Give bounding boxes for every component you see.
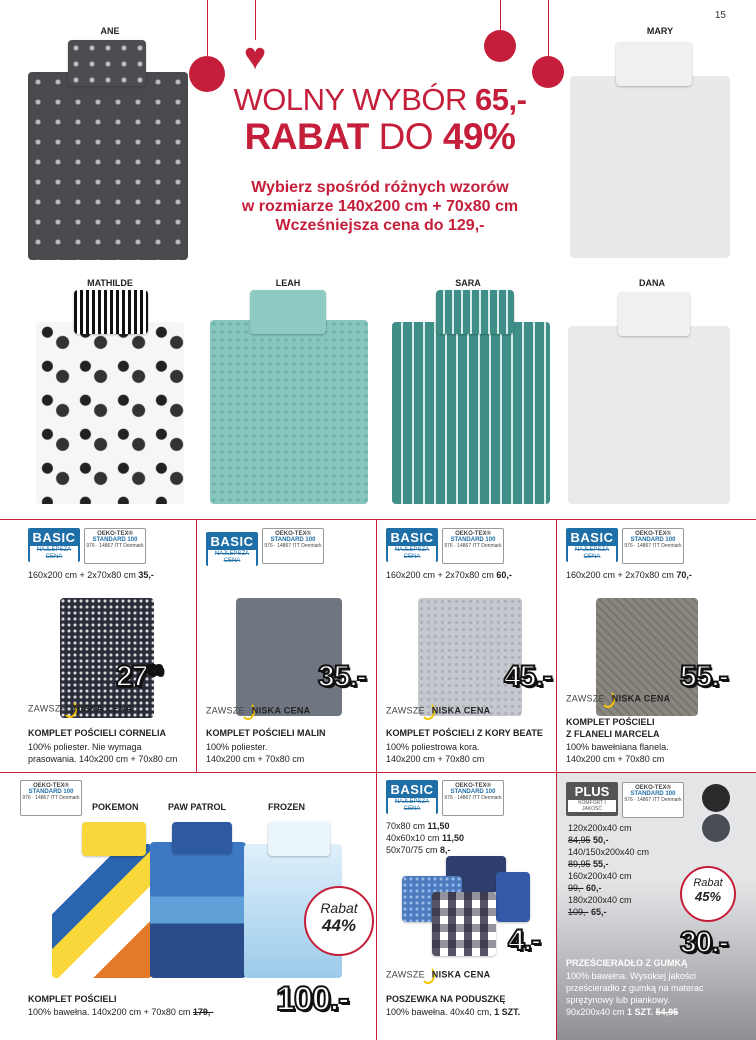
price-malin: 35.-: [318, 660, 366, 693]
zawsze-niska-cena: ZAWSZE NISKA CENA: [28, 700, 132, 718]
oeko-tex-label: OEKO-TEX® STANDARD 100 976 · 14867 ITT Denmark: [622, 528, 684, 564]
basic-badge: BASIC NAJLEPSZA CENA: [28, 528, 80, 562]
malin-image: [236, 598, 342, 716]
product-name-mathilde: MATHILDE: [87, 278, 133, 288]
discount-badge: Rabat 44%: [304, 886, 374, 956]
product-desc: 100% poliester. Nie wymaga prasowania. 140x200 cm + 70x80 cm: [28, 742, 178, 764]
kids-name-frozen: FROZEN: [268, 802, 305, 812]
page-number: 15: [714, 10, 726, 21]
beate-image: [418, 598, 522, 716]
product-desc: 100% bawełniana flanela. 140x200 cm + 70x80 cm: [566, 742, 669, 764]
oeko-tex-label: OEKO-TEX® STANDARD 100 976 · 14867 ITT Denmark: [262, 528, 324, 564]
product-desc: 100% bawełna. 140x200 cm + 70x80 cm 179,-: [28, 1007, 214, 1017]
basic-badge: BASIC NAJLEPSZA CENA: [566, 528, 618, 562]
kids-name-pokemon: POKEMON: [92, 802, 139, 812]
color-swatch-black[interactable]: [702, 784, 730, 812]
product-name-mary: MARY: [646, 26, 674, 36]
product-desc: 100% poliester. 140x200 cm + 70x80 cm: [206, 742, 305, 764]
price-marcela: 55.-: [680, 660, 728, 693]
discount-badge: Rabat 45%: [680, 866, 736, 922]
price-kids: 100.-: [276, 980, 349, 1018]
product-name-dana: DANA: [639, 278, 665, 288]
oeko-tex-label: OEKO-TEX® STANDARD 100 976 · 14867 ITT Denmark: [442, 528, 504, 564]
price-pillowcase: 4.-: [508, 924, 541, 957]
price-fitted-sheet: 30.-: [680, 926, 728, 959]
size-list: 70x80 cm 11,50 40x60x10 cm 11,50 50x70/75 cm 8,-: [386, 821, 465, 855]
basic-badge: BASIC NAJLEPSZA CENA: [386, 528, 438, 562]
zawsze-niska-cena: ZAWSZE NISKA CENA: [386, 702, 490, 720]
oeko-tex-label: OEKO-TEX® STANDARD 100 976 · 14867 ITT Denmark: [20, 780, 82, 816]
plus-badge: PLUS KOMFORT I JAKOŚĆ: [566, 782, 618, 816]
oeko-tex-label: OEKO-TEX® STANDARD 100 976 · 14867 ITT Denmark: [622, 782, 684, 818]
size-option: 160x200 cm + 2x70x80 cm 35,-: [28, 570, 154, 580]
product-title: KOMPLET POŚCIELI Z FLANELI MARCELA: [566, 717, 660, 739]
product-title: POSZEWKA NA PODUSZKĘ: [386, 994, 506, 1004]
hero-line-1: WOLNY WYBÓR 65,-: [233, 82, 527, 117]
size-option: 160x200 cm + 2x70x80 cm 60,-: [386, 570, 512, 580]
product-title: KOMPLET POŚCIELI: [28, 994, 117, 1004]
zawsze-niska-cena: ZAWSZE NISKA CENA: [206, 702, 310, 720]
paw-patrol-image: [150, 842, 246, 978]
product-name-ane: ANE: [100, 26, 120, 36]
color-swatch-gray[interactable]: [702, 814, 730, 842]
product-title: PRZEŚCIERADŁO Z GUMKĄ: [566, 958, 688, 968]
product-title: KOMPLET POŚCIELI MALIN: [206, 728, 326, 738]
product-name-sara: SARA: [455, 278, 481, 288]
product-name-leah: LEAH: [275, 278, 301, 288]
price-cornelia: $27^{50}$: [116, 660, 163, 693]
product-desc: 100% bawełna. 40x40 cm, 1 SZT.: [386, 1007, 521, 1017]
oeko-tex-label: OEKO-TEX® STANDARD 100 976 · 14867 ITT Denmark: [84, 528, 146, 564]
zawsze-niska-cena: ZAWSZE NISKA CENA: [386, 966, 490, 984]
basic-badge: BASIC NAJLEPSZA CENA: [206, 532, 258, 566]
hero-line-2: RABAT DO 49%: [244, 116, 516, 157]
pokemon-image: [52, 844, 152, 978]
oeko-tex-label: OEKO-TEX® STANDARD 100 976 · 14867 ITT Denmark: [442, 780, 504, 816]
product-desc: 100% bawełna. Wysokiej jakości prześcieradło z gumką na materac sprężynowy lub piankowy. 90x200x40 cm 1 SZT. 54,95: [566, 971, 704, 1017]
basic-badge: BASIC NAJLEPSZA CENA: [386, 780, 438, 814]
product-desc: 100% poliestrowa kora. 140x200 cm + 70x80 cm: [386, 742, 485, 764]
product-title: KOMPLET POŚCIELI Z KORY BEATE: [386, 728, 543, 738]
size-option: 160x200 cm + 2x70x80 cm 70,-: [566, 570, 692, 580]
product-title: KOMPLET POŚCIELI CORNELIA: [28, 728, 167, 738]
kids-name-paw-patrol: PAW PATROL: [168, 802, 226, 812]
zawsze-niska-cena: ZAWSZE NISKA CENA: [566, 690, 670, 708]
hero-subtitle: Wybierz spośród różnych wzorów w rozmiarze 140x200 cm + 70x80 cm Wcześniejsza cena do 129,-: [241, 179, 519, 234]
size-list: 120x200x40 cm 84,95 50,- 140/150x200x40 cm 89,95 55,- 160x200x40 cm 99,- 60,- 180x200x40 cm 109,- 65,-: [568, 823, 650, 917]
price-beate: 45.-: [504, 660, 552, 693]
